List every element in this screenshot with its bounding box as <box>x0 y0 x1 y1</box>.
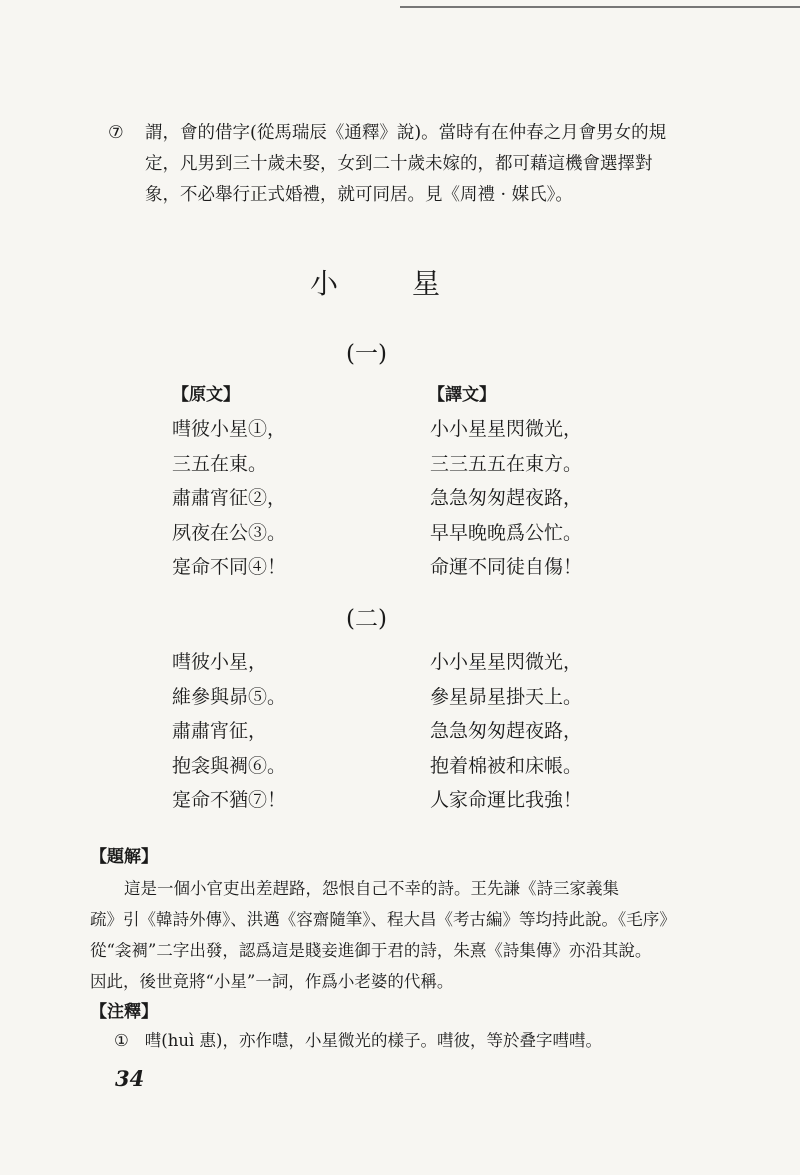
page-number: 34 <box>115 1066 145 1091</box>
note-1 <box>114 1027 602 1051</box>
paragraph-line: 從“衾裯”二字出發，認爲這是賤妾進御于君的詩，朱熹《詩集傳》亦沿其說。 <box>90 941 652 960</box>
section-heading-2: (二) <box>346 606 387 632</box>
footnote-line: 定，凡男到三十歲未娶，女到二十歲未嫁的，都可藉這機會選擇對 <box>145 154 653 174</box>
footnote-body <box>145 118 665 211</box>
footnote-line: 謂，會的借字(從馬瑞辰《通釋》說)。當時有在仲春之月會男女的規 <box>145 123 667 143</box>
verse-line: 夙夜在公③。 <box>172 521 287 544</box>
explanation-heading: 【題解】 <box>90 847 158 867</box>
verse-line: 抱着棉被和床帳。 <box>430 754 583 777</box>
notes-heading: 【注釋】 <box>90 1002 158 1022</box>
note-number: ① <box>114 1031 129 1050</box>
stanza2-original <box>172 645 286 818</box>
poem-title <box>310 262 440 302</box>
poem-title-char: 小 <box>310 267 339 300</box>
stanza2-translation <box>430 645 582 818</box>
label-original: 【原文】 <box>172 385 240 405</box>
verse-line: 小小星星閃微光， <box>430 418 583 440</box>
stanza1-translation <box>430 412 582 585</box>
verse-line: 參星昴星掛天上。 <box>430 685 583 708</box>
verse-line: 急急匆匆趕夜路， <box>430 487 583 509</box>
footnote-number: ⑦ <box>108 123 124 143</box>
verse-line: 早早晚晚爲公忙。 <box>430 521 583 544</box>
label-translation: 【譯文】 <box>428 385 496 405</box>
section-heading-1: (一) <box>346 341 387 367</box>
verse-line: 急急匆匆趕夜路， <box>430 720 583 742</box>
verse-line: 命運不同徒自傷！ <box>430 556 583 578</box>
verse-line: 嘒彼小星①， <box>172 418 287 440</box>
verse-line: 肅肅宵征， <box>172 720 268 742</box>
stanza1-original <box>172 412 286 585</box>
note-text: 嘒(huì 惠)，亦作嚖，小星微光的樣子。嘒彼，等於叠字嘒嘒。 <box>144 1031 602 1050</box>
paragraph-line: 疏》引《韓詩外傳》、洪邁《容齋隨筆》、程大昌《考古編》等均持此說。《毛序》 <box>90 910 676 929</box>
verse-line: 人家命運比我強！ <box>430 789 583 811</box>
verse-line: 三三五五在東方。 <box>430 452 583 475</box>
poem-title-char: 星 <box>411 267 440 300</box>
paragraph-line: 這是一個小官吏出差趕路，怨恨自己不幸的詩。王先謙《詩三家義集 <box>124 879 619 898</box>
explanation-body <box>90 873 675 997</box>
verse-line: 肅肅宵征②， <box>172 487 287 509</box>
verse-line: 嘒彼小星， <box>172 651 268 673</box>
top-rule <box>400 6 800 8</box>
verse-line: 寔命不猶⑦！ <box>172 789 287 811</box>
verse-line: 三五在東。 <box>172 452 268 475</box>
verse-line: 小小星星閃微光， <box>430 651 583 673</box>
footnote-line: 象，不必舉行正式婚禮，就可同居。見《周禮 · 媒氏》。 <box>145 185 573 205</box>
paragraph-line: 因此，後世竟將“小星”一詞，作爲小老婆的代稱。 <box>90 972 454 991</box>
verse-line: 寔命不同④！ <box>172 556 287 578</box>
verse-line: 抱衾與裯⑥。 <box>172 754 287 777</box>
verse-line: 維參與昴⑤。 <box>172 685 287 708</box>
